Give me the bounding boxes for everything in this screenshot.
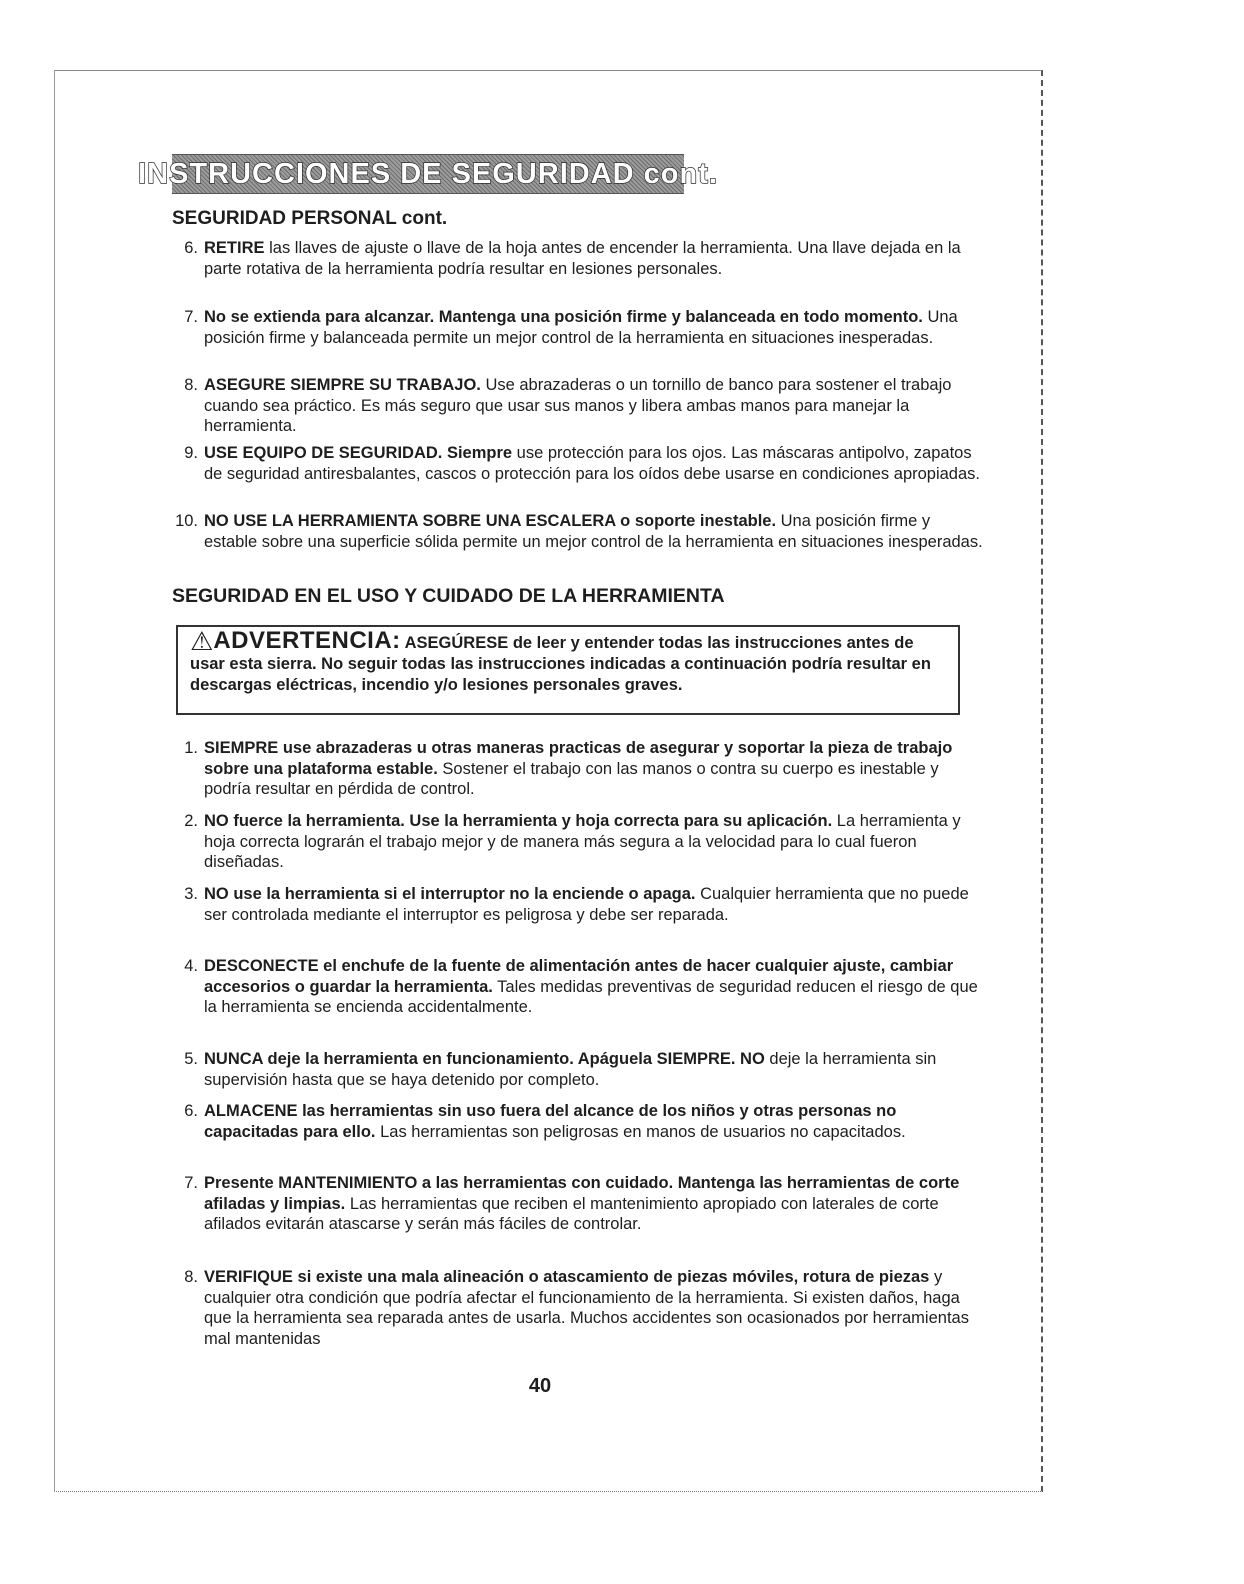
list-item: 8. VERIFIQUE si existe una mala alineación o atascamiento de piezas móviles, rotura de piezas y cualquier otra condición que podría afectar el funcionamiento de la herramienta. Si existen daños, haga que la herramienta sea reparada antes de usarla. Muchos accidentes son ocasionados por herramientas mal mantenidas — [184, 1268, 969, 1348]
section-title-personal: SEGURIDAD PERSONAL cont. — [172, 208, 448, 229]
list-item: 6. RETIRE las llaves de ajuste o llave de la hoja antes de encender la herramienta. Una llave dejada en la parte rotativa de la herramienta podría resultar en lesiones personales. — [184, 239, 961, 278]
warning-label: ADVERTENCIA: — [213, 627, 401, 654]
list-item: 1. SIEMPRE use abrazaderas u otras maneras practicas de asegurar y soportar la pieza de trabajo sobre una plataforma estable. Sostener el trabajo con las manos o contra su cuerpo es inestable y podría resultar en pérdida de control. — [184, 739, 953, 798]
list-item: 7. Presente MANTENIMIENTO a las herramientas con cuidado. Mantenga las herramientas de corte afiladas y limpias. Las herramientas que reciben el mantenimiento apropiado con laterales de corte afilados evitarán atascarse y serán más fáciles de controlar. — [184, 1174, 960, 1233]
list-item: 5. NUNCA deje la herramienta en funcionamiento. Apáguela SIEMPRE. NO deje la herramienta sin supervisión hasta que se haya detenido por completo. — [184, 1050, 937, 1089]
list-item: 8. ASEGURE SIEMPRE SU TRABAJO. Use abrazaderas o un tornillo de banco para sostener el trabajo cuando sea práctico. Es más seguro que usar sus manos y libera ambas manos para manejar la herramienta. — [184, 376, 952, 435]
section-title-tool-use: SEGURIDAD EN EL USO Y CUIDADO DE LA HERRAMIENTA — [172, 585, 725, 607]
list-item: 10. NO USE LA HERRAMIENTA SOBRE UNA ESCALERA o soporte inestable. Una posición firme y estable sobre una superficie sólida permite un mejor control de la herramienta en situaciones inesperadas. — [175, 512, 983, 551]
section-banner — [138, 154, 718, 194]
list-item: 3. NO use la herramienta si el interruptor no la enciende o apaga. Cualquier herramienta que no puede ser controlada mediante el interruptor es peligrosa y debe ser reparada. — [184, 885, 969, 924]
list-item: 7. No se extienda para alcanzar. Mantenga una posición firme y balanceada en todo momento. Una posición firme y balanceada permite un mejor control de la herramienta en situaciones inesperadas. — [184, 308, 958, 347]
list-item: 9. USE EQUIPO DE SEGURIDAD. Siempre use protección para los ojos. Las máscaras antipolvo, zapatos de seguridad antiresbalantes, cascos o protección para los oídos debe usarse en condiciones apropiadas. — [184, 444, 980, 483]
list-item: 4. DESCONECTE el enchufe de la fuente de alimentación antes de hacer cualquier ajuste, cambiar accesorios o guardar la herramienta. Tales medidas preventivas de seguridad reducen el riesgo de que la herramienta se encienda accidentalmente. — [184, 957, 978, 1016]
page-number: 40 — [528, 1375, 552, 1397]
list-item: 2. NO fuerce la herramienta. Use la herramienta y hoja correcta para su aplicación. La herramienta y hoja correcta lograrán el trabajo mejor y de manera más segura a la velocidad para lo cual fueron diseñadas. — [184, 812, 961, 871]
warning-box — [176, 625, 960, 715]
list-item: 6. ALMACENE las herramientas sin uso fuera del alcance de los niños y otras personas no capacitadas para ello. Las herramientas son peligrosas en manos de usuarios no capacitados. — [184, 1102, 906, 1141]
banner-title: INSTRUCCIONES DE SEGURIDAD cont. — [138, 157, 718, 190]
warning-triangle-icon: ⚠ — [190, 626, 214, 656]
warning-text: ASEGÚRESE de leer y entender todas las instrucciones antes de usar esta sierra. No seguir todas las instrucciones indicadas a continuación podría resultar en descargas eléctricas, incendio y/o lesiones personales graves. — [190, 634, 931, 694]
